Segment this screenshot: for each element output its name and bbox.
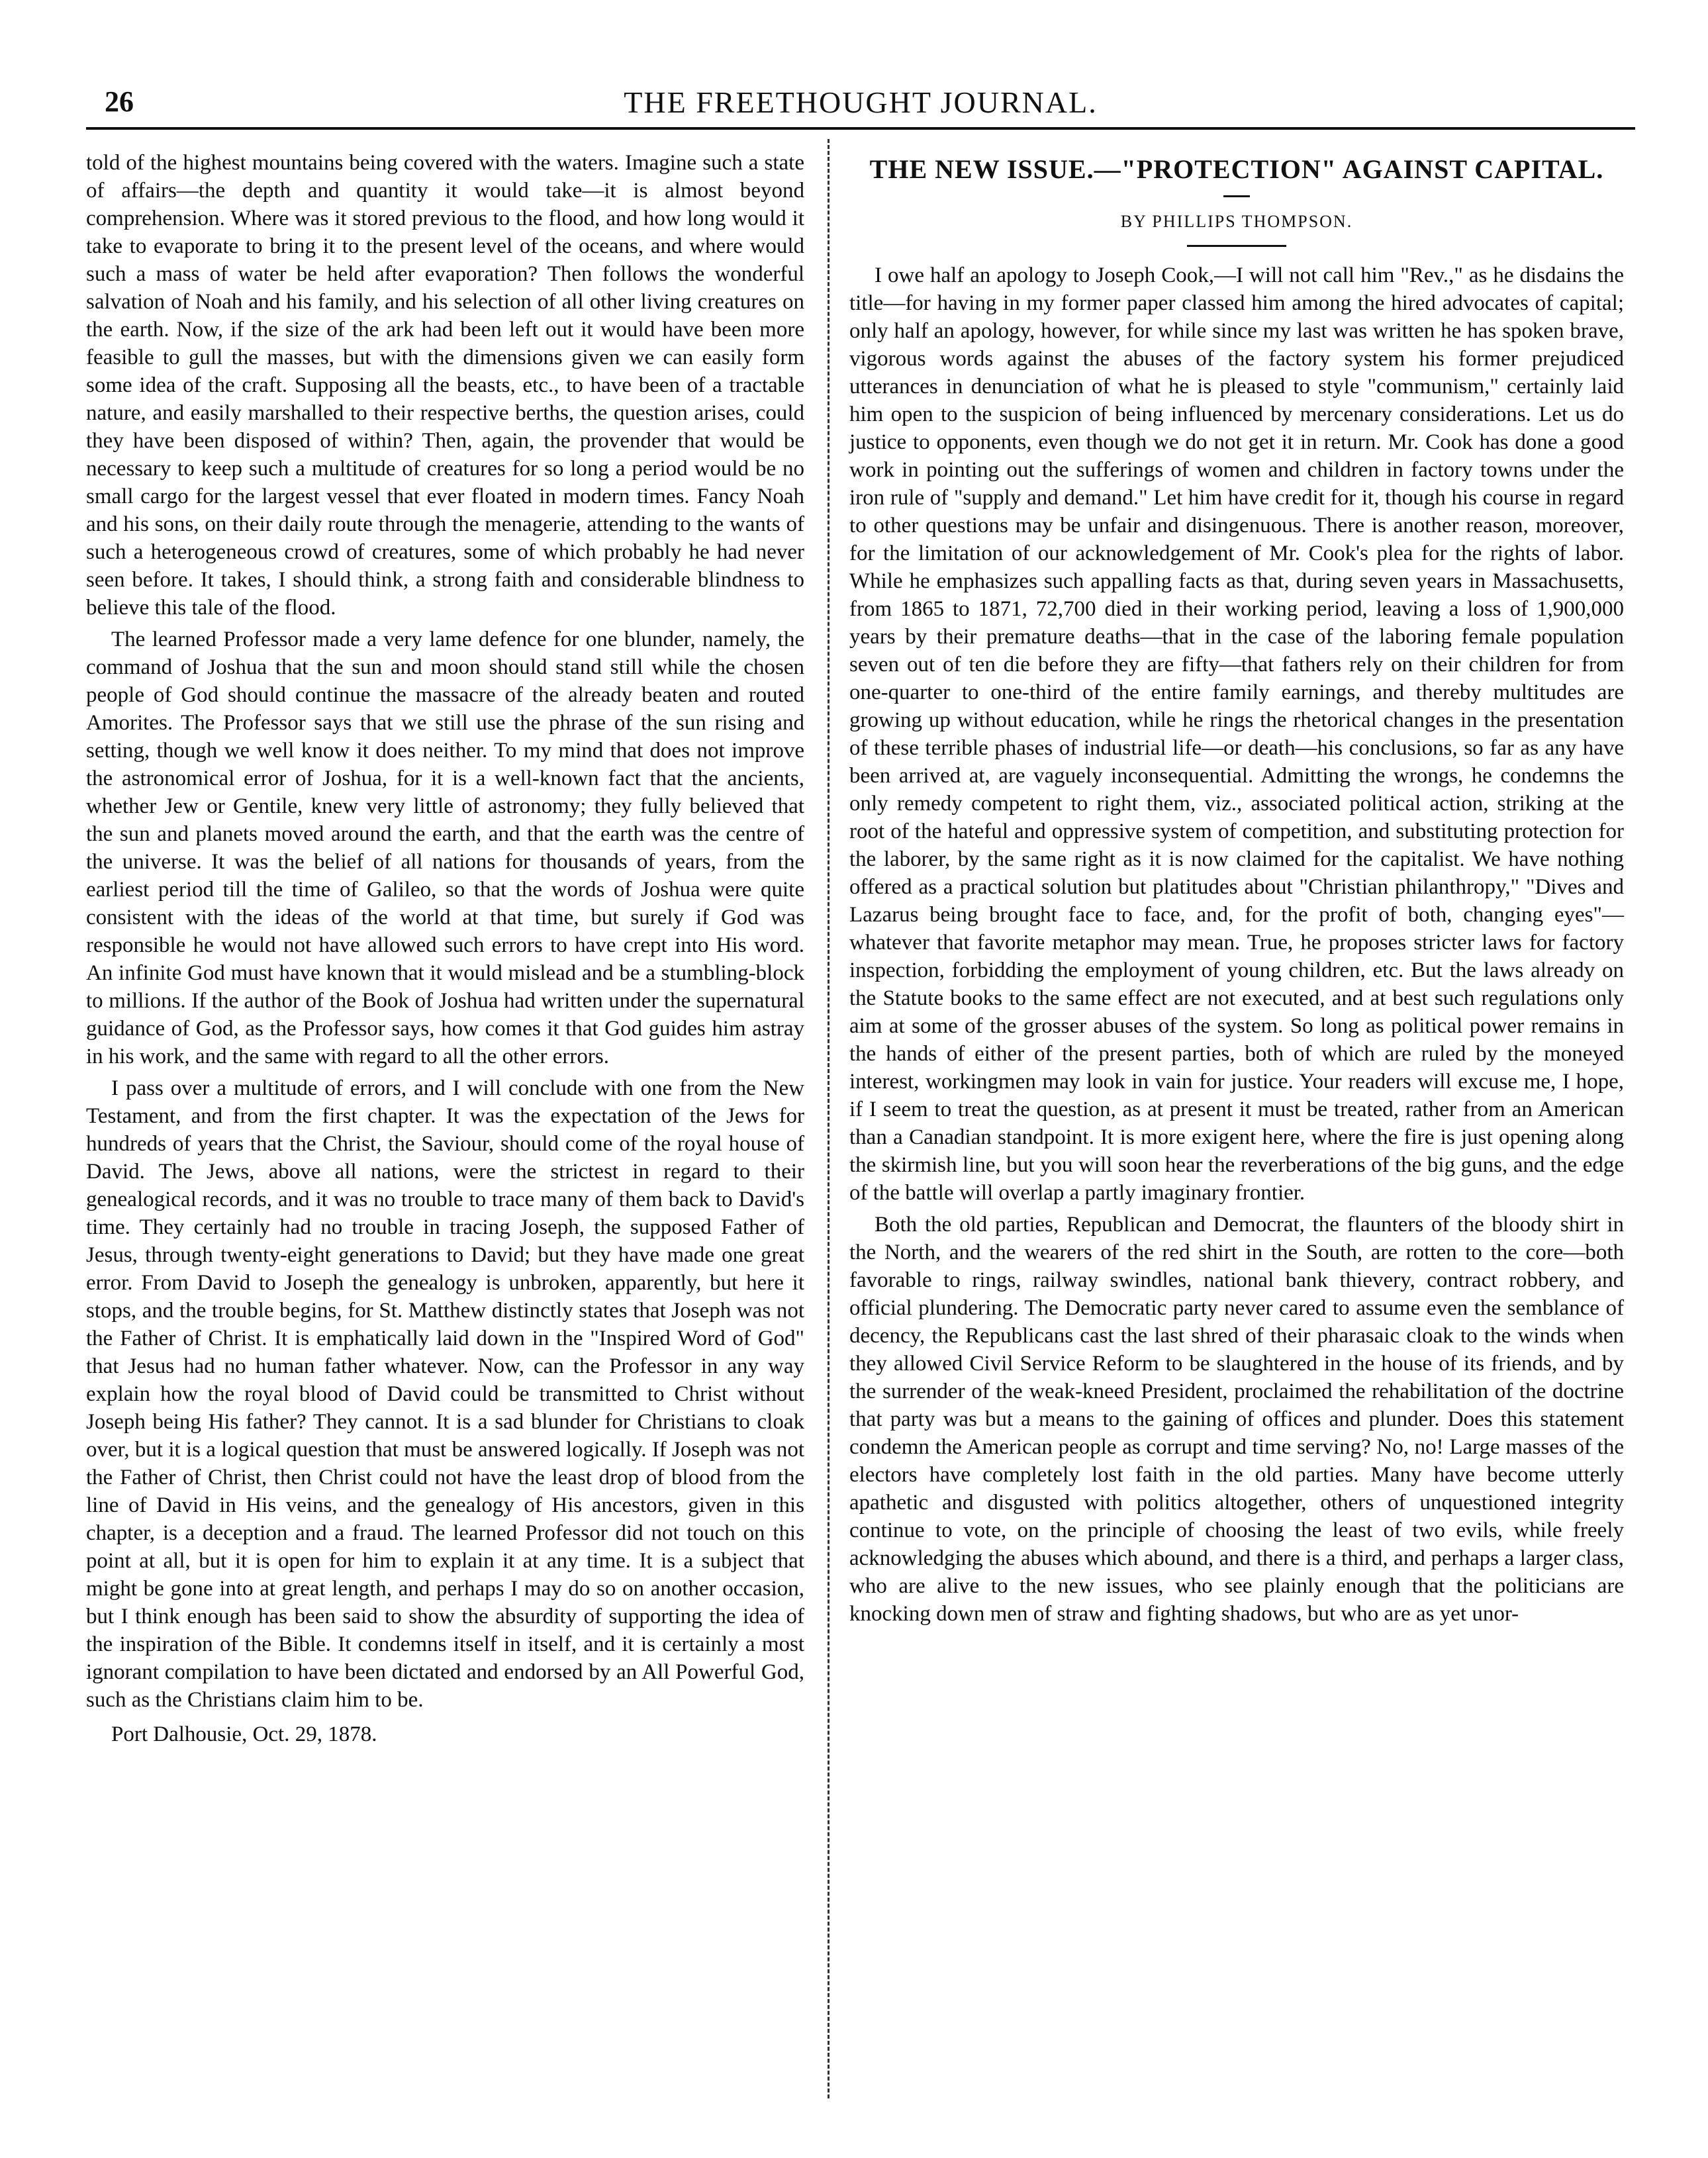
left-column [86, 149, 804, 1748]
journal-title: THE FREETHOUGHT JOURNAL. [624, 85, 1098, 119]
title-rule [1223, 195, 1250, 197]
page-number: 26 [105, 85, 134, 118]
article-title: THE NEW ISSUE.—"PROTECTION" AGAINST CAPITAL. [869, 154, 1604, 184]
left-paragraph-3: I pass over a multitude of errors, and I will conclude with one from the New Testament, and from the first chapter. It was the expectation of the Jews for hundreds of years that the Christ, the Saviour, should come of the royal house of David. The Jews, above all nations, were the strictest in regard to their genealogical records, and it was no trouble to trace many of them back to David's time. They certainly had no trouble in tracing Joseph, the supposed Father of Jesus, through twenty-eight generations to David; but they have made one great error. From David to Joseph the genealogy is unbroken, apparently, but here it stops, and the trouble begins, for St. Matthew distinctly states that Joseph was not the Father of Christ. It is emphatically laid down in the "Inspired Word of God" that Jesus had no human father whatever. Now, can the Professor in any way explain how the royal blood of David could be transmitted to Christ without Joseph being His father? They cannot. It is a sad blunder for Christians to cloak over, but it is a logical question that must be answered logically. If Joseph was not the Father of Christ, then Christ could not have the least drop of blood from the line of David in His veins, and the genealogy of His ancestors, given in this chapter, is a deception and a fraud. The learned Professor did not touch on this point at all, but it is open for him to explain it at any time. It is a subject that might be gone into at great length, and perhaps I may do so on another occasion, but I think enough has been said to show the absurdity of supporting the idea of the inspiration of the Bible. It condemns itself in itself, and it is certainly a most ignorant compilation to have been dictated and endorsed by an All Powerful God, such as the Christians claim him to be. [86, 1076, 804, 1712]
left-paragraph-2: The learned Professor made a very lame defence for one blunder, namely, the command of Joshua that the sun and moon should stand still while the chosen people of God should continue the massacre of the already beaten and routed Amorites. The Professor says that we still use the phrase of the sun rising and setting, though we well know it does neither. To my mind that does not improve the astronomical error of Joshua, for it is a well-known fact that the ancients, whether Jew or Gentile, knew very little of astronomy; they fully believed that the sun and planets moved around the earth, and that the earth was the centre of the universe. It was the belief of all nations for thousands of years, from the earliest period till the time of Galileo, so that the words of Joshua were quite consistent with the ideas of the world at that time, but surely if God was responsible he would not have allowed such errors to have crept into His word. An infinite God must have known that it would mislead and be a stumbling-block to millions. If the author of the Book of Joshua had written under the supernatural guidance of God, as the Professor says, how comes it that God guides him astray in his work, and the same with regard to all the other errors. [86, 628, 804, 1068]
right-paragraph-2: Both the old parties, Republican and Democrat, the flaunters of the bloody shirt in the North, and the wearers of the red shirt in the South, are rotten to the core—both favorable to rings, railway swindles, national bank thievery, contract robbery, and official plundering. The Democratic party never cared to assume even the semblance of decency, the Republicans cast the last shred of their pharasaic cloak to the winds when they allowed Civil Service Reform to be slaughtered in the house of its friends, and by the surrender of the weak-kneed President, proclaimed the rehabilitation of the doctrine that party was but a means to the gaining of offices and plunder. Does this statement condemn the American people as corrupt and time serving? No, no! Large masses of the electors have completely lost faith in the old parties. Many have become utterly apathetic and disgusted with politics altogether, others of unquestioned integrity continue to vote, on the principle of choosing the least of two evils, while freely acknowledging the abuses which abound, and there is a third, and perhaps a larger class, who are alive to the new issues, who see plainly enough that the politicians are knocking down men of straw and fighting shadows, but who are as yet unor- [849, 1213, 1624, 1626]
header-rule [86, 127, 1635, 130]
signoff-line: Port Dalhousie, Oct. 29, 1878. [111, 1722, 377, 1746]
column-divider [828, 139, 830, 2098]
byline-rule [1187, 245, 1286, 247]
right-paragraph-1: I owe half an apology to Joseph Cook,—I will not call him "Rev.," as he disdains the title—for having in my former paper classed him among the hired advocates of capital; only half an apology, however, for while since my last was written he has spoken brave, vigorous words against the abuses of the factory system his former prejudiced utterances in denunciation of what he is pleased to style "communism," certainly laid him open to the suspicion of being influenced by mercenary considerations. Let us do justice to opponents, even though we do not get it in return. Mr. Cook has done a good work in pointing out the sufferings of women and children in factory towns under the iron rule of "supply and demand." Let him have credit for it, though his course in regard to other questions may be unfair and disingenuous. There is another reason, moreover, for the limitation of our acknowledgement of Mr. Cook's plea for the rights of labor. While he emphasizes such appalling facts as that, during seven years in Massachusetts, from 1865 to 1871, 72,700 died in their working period, leaving a loss of 1,900,000 years by their premature deaths—that in the case of the laboring female population seven out of ten die before they are fifty—that fathers rely on their children for from one-quarter to one-third of the entire family earnings, and thereby multitudes are growing up without education, while he rings the rhetorical changes in the presentation of these terrible phases of industrial life—or death—his conclusions, so far as any have been arrived at, are vaguely inconsequential. Admitting the wrongs, he condemns the only remedy competent to right them, viz., associated political action, striking at the root of the hateful and oppressive system of competition, and substituting protection for the laborer, by the same right as it is now claimed for the capitalist. We have nothing offered as a practical solution but platitudes about "Christian philanthropy," "Dives and Lazarus being brought face to face, and, for the profit of both, changing eyes"—whatever that favorite metaphor may mean. True, he proposes stricter laws for factory inspection, forbidding the employment of young children, etc. But the laws already on the Statute books to the same effect are not executed, and at best such regulations only aim at some of the grosser abuses of the system. So long as political power remains in the hands of either of the present parties, both of which are ruled by the moneyed interest, workingmen may look in vain for justice. Your readers will excuse me, I hope, if I seem to treat the question, as at present it must be treated, rather from an American than a Canadian standpoint. It is more exigent here, where the fire is just opening along the skirmish line, but you will soon hear the reverberations of the big guns, and the edge of the battle will overlap a partly imaginary frontier. [849, 263, 1624, 1205]
right-column [849, 149, 1624, 1632]
article-byline: BY PHILLIPS THOMPSON. [1120, 212, 1353, 231]
page-header [86, 85, 1635, 131]
left-paragraph-1: told of the highest mountains being covered with the waters. Imagine such a state of affairs—the depth and quantity it would take—it is almost beyond comprehension. Where was it stored previous to the flood, and how long would it take to evaporate to bring it to the present level of the oceans, and where would such a mass of water be held after evaporation? Then follows the wonderful salvation of Noah and his family, and his selection of all other living creatures on the earth. Now, if the size of the ark had been left out it would have been more feasible to gull the masses, but with the dimensions given we can easily form some idea of the craft. Supposing all the beasts, etc., to have been of a tractable nature, and easily marshalled to their respective berths, the question arises, could they have been disposed of within? Then, again, the provender that would be necessary to keep such a multitude of creatures for so long a period would be no small cargo for the largest vessel that ever floated in modern times. Fancy Noah and his sons, on their daily route through the menagerie, attending to the wants of such a heterogeneous crowd of creatures, some of which probably he had never seen before. It takes, I should think, a strong faith and considerable blindness to believe this tale of the flood. [86, 151, 804, 620]
